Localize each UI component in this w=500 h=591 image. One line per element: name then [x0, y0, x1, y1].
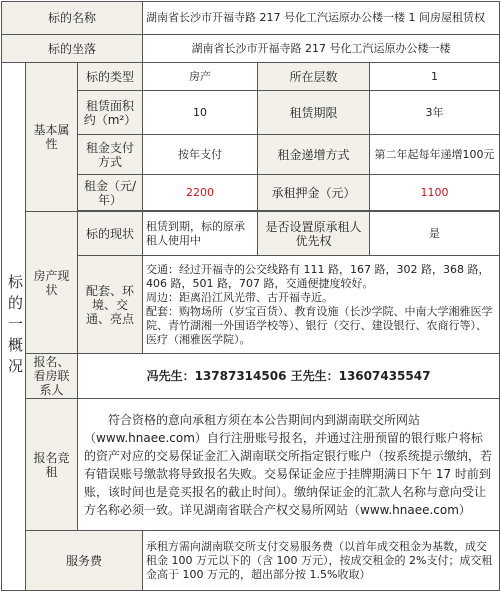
row-contact — [2, 354, 500, 399]
priority-label: 是否设置原承租人优先权 — [258, 212, 370, 256]
environment-line-transport: 交通：经过开福寺的公交线路有 111 路，167 路，302 路，368 路，406 路，501 路，707 路，交通便捷度较好。 — [146, 262, 490, 290]
fee-label: 服务费 — [26, 531, 143, 591]
area-value: 10 — [143, 91, 258, 135]
signup-label: 报名竞租 — [26, 399, 78, 531]
fee-value: 承租方需向湖南联交所支付交易服务费（以首年成交租金为基数，成交租金 100 万元以下的（含 100 万元），按成交租金的 2%支付；成交租金高于 100 万元的，超出部分按 1.5%收取） — [143, 531, 500, 591]
rent-label: 租金（元/年） — [78, 175, 143, 211]
contact-label: 报名、看房联系人 — [26, 354, 78, 399]
property-notice-table-wrapper — [1, 1, 499, 587]
current-status-label: 标的现状 — [78, 212, 143, 256]
environment-value — [143, 256, 500, 354]
area-label: 租赁面积约（m²） — [78, 91, 143, 135]
row-type — [2, 63, 500, 91]
contact-value: 冯先生：13787314506 王先生：13607435547 — [78, 354, 500, 399]
type-value: 房产 — [143, 63, 258, 91]
pay-label: 租金支付方式 — [78, 135, 143, 175]
increase-label: 租金递增方式 — [258, 135, 370, 175]
row-location — [2, 35, 500, 63]
name-label: 标的名称 — [2, 2, 143, 35]
environment-line-facilities: 配套：购物场所（岁宝百货）、教育设施（长沙学院、中南大学湘雅医学院、青竹湖湘一外国语学校等）、银行（交行、建设银行、农商行等）、医疗（湘雅医学院）。 — [146, 304, 493, 346]
row-fee — [2, 531, 500, 591]
rent-value: 2200 — [143, 175, 258, 211]
name-value: 湖南省长沙市开福寺路 217 号化工汽运原办公楼一楼 1 间房屋租赁权 — [143, 2, 500, 35]
term-value: 3年 — [370, 91, 500, 135]
deposit-value: 1100 — [370, 175, 500, 211]
basic-label: 基本属性 — [26, 63, 78, 212]
floor-value: 1 — [370, 63, 500, 91]
environment-line-surroundings: 周边：距离沿江风光带、古开福寺近。 — [146, 290, 334, 304]
property-notice-table — [1, 1, 500, 591]
pay-value: 按年支付 — [143, 135, 258, 175]
deposit-label: 承租押金（元） — [258, 175, 370, 211]
environment-label: 配套、环境、交通、亮点 — [78, 256, 143, 354]
row-name — [2, 2, 500, 35]
floor-label: 所在层数 — [258, 63, 370, 91]
status-label: 房产现状 — [26, 212, 78, 354]
location-value: 湖南省长沙市开福寺路 217 号化工汽运原办公楼一楼 — [143, 35, 500, 63]
priority-value: 是 — [370, 212, 500, 256]
signup-value: 符合资格的意向承租方须在本公告期间内到湖南联交所网站（www.hnaee.com）自行注册账号报名，并通过注册预留的银行账户将标的资产对应的交易保证金汇入湖南联交所指定银行账户（按系统提示缴纳，若有错误账号缴款将导致报名失败。交易保证金应于挂牌期满日下午 17 时前到账，该时间也是竞买报名的截止时间）。缴纳保证金的汇款人名称与意向受让方名称必须一致。详见湖南省联合产权交易所网站（www.hnaee.com） — [78, 399, 500, 531]
increase-value: 第二年起每年递增100元 — [370, 135, 500, 175]
overview-label-text: 标的一概况 — [6, 274, 24, 379]
current-status-value: 租赁到期，标的原承租人使用中 — [143, 212, 258, 256]
term-label: 租赁期限 — [258, 91, 370, 135]
row-current-status — [2, 212, 500, 256]
row-signup — [2, 399, 500, 531]
overview-label — [2, 63, 26, 591]
type-label: 标的类型 — [78, 63, 143, 91]
location-label: 标的坐落 — [2, 35, 143, 63]
